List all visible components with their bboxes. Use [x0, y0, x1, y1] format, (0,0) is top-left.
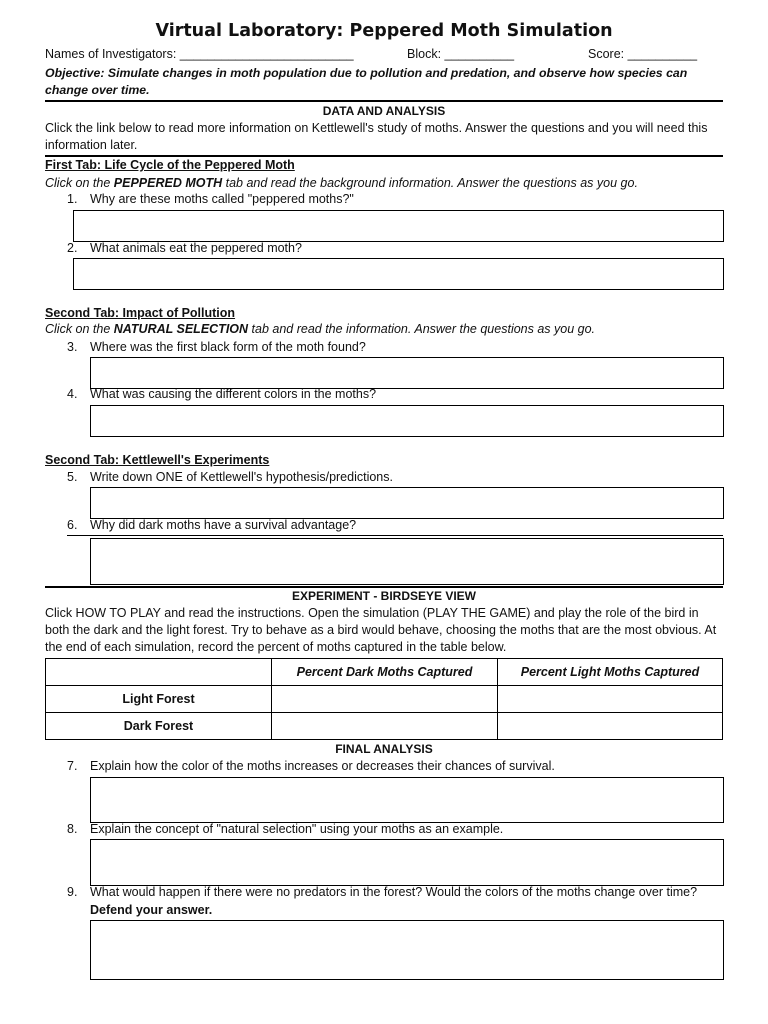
experiment-line-2: both the dark and the light forest. Try to behave as a bird would behave, choosing the moths that are the most obvious. At: [45, 623, 717, 637]
data-analysis-intro-line-2: information later.: [45, 138, 138, 152]
divider: [45, 155, 723, 157]
experiment-heading: EXPERIMENT - BIRDSEYE VIEW: [291, 589, 477, 603]
objective-line-1: Objective: Simulate changes in moth population due to pollution and predation, and observe how species can: [45, 66, 688, 80]
cell-light-forest-light-moths[interactable]: [498, 686, 723, 713]
table-header-row: [46, 659, 723, 686]
divider: [67, 535, 723, 536]
cell-dark-forest-dark-moths[interactable]: [272, 713, 498, 740]
answer-box-5[interactable]: [90, 487, 724, 519]
section-1-heading: First Tab: Life Cycle of the Peppered Moth: [45, 158, 295, 172]
page-title: Virtual Laboratory: Peppered Moth Simulation: [155, 21, 613, 41]
block-field[interactable]: Block: __________: [407, 47, 515, 61]
divider: [45, 586, 723, 588]
answer-box-6[interactable]: [90, 538, 724, 585]
data-analysis-intro-line-1: Click the link below to read more information on Kettlewell's study of moths. Answer the questions and you will need this: [45, 121, 708, 135]
column-header-light: Percent Light Moths Captured: [498, 659, 723, 686]
question-3: 3. Where was the first black form of the moth found?: [67, 340, 366, 354]
answer-box-2[interactable]: [73, 258, 724, 290]
section-1-instruction: Click on the PEPPERED MOTH tab and read the background information. Answer the questions as you go.: [45, 176, 638, 190]
column-header-dark: Percent Dark Moths Captured: [272, 659, 498, 686]
question-9-emphasis: Defend your answer.: [90, 903, 213, 917]
answer-box-4[interactable]: [90, 405, 724, 437]
question-6: 6. Why did dark moths have a survival advantage?: [67, 518, 357, 532]
table-row: [46, 713, 723, 740]
section-3-heading: Second Tab: Kettlewell's Experiments: [45, 453, 270, 467]
answer-box-3[interactable]: [90, 357, 724, 389]
row-header-dark-forest: Dark Forest: [46, 713, 272, 740]
names-of-investigators-field[interactable]: Names of Investigators: _________________________: [45, 47, 354, 61]
experiment-line-3: the end of each simulation, record the percent of moths captured in the table below.: [45, 640, 507, 654]
score-field[interactable]: Score: __________: [588, 47, 698, 61]
cell-dark-forest-light-moths[interactable]: [498, 713, 723, 740]
table-corner-cell: [46, 659, 272, 686]
question-4: 4. What was causing the different colors in the moths?: [67, 387, 377, 401]
question-8: 8. Explain the concept of "natural selection" using your moths as an example.: [67, 822, 504, 836]
results-table: [45, 658, 723, 740]
experiment-line-1: Click HOW TO PLAY and read the instructions. Open the simulation (PLAY THE GAME) and play the role of the bird in: [45, 606, 699, 620]
answer-box-7[interactable]: [90, 777, 724, 823]
question-2: 2. What animals eat the peppered moth?: [67, 241, 302, 255]
objective-line-2: change over time.: [45, 83, 150, 97]
question-5: 5. Write down ONE of Kettlewell's hypothesis/predictions.: [67, 470, 393, 484]
answer-box-1[interactable]: [73, 210, 724, 242]
table-row: [46, 686, 723, 713]
section-2-instruction: Click on the NATURAL SELECTION tab and read the information. Answer the questions as you go.: [45, 322, 596, 336]
section-2-heading: Second Tab: Impact of Pollution: [45, 306, 236, 320]
question-7: 7. Explain how the color of the moths increases or decreases their chances of survival.: [67, 759, 555, 773]
cell-light-forest-dark-moths[interactable]: [272, 686, 498, 713]
question-9: 9. What would happen if there were no predators in the forest? Would the colors of the moths change over time?: [67, 885, 698, 899]
answer-box-8[interactable]: [90, 839, 724, 886]
data-analysis-heading: DATA AND ANALYSIS: [322, 104, 446, 118]
divider: [45, 100, 723, 102]
question-1: 1. Why are these moths called "peppered moths?": [67, 192, 354, 206]
final-analysis-heading: FINAL ANALYSIS: [335, 742, 433, 756]
row-header-light-forest: Light Forest: [46, 686, 272, 713]
answer-box-9[interactable]: [90, 920, 724, 980]
